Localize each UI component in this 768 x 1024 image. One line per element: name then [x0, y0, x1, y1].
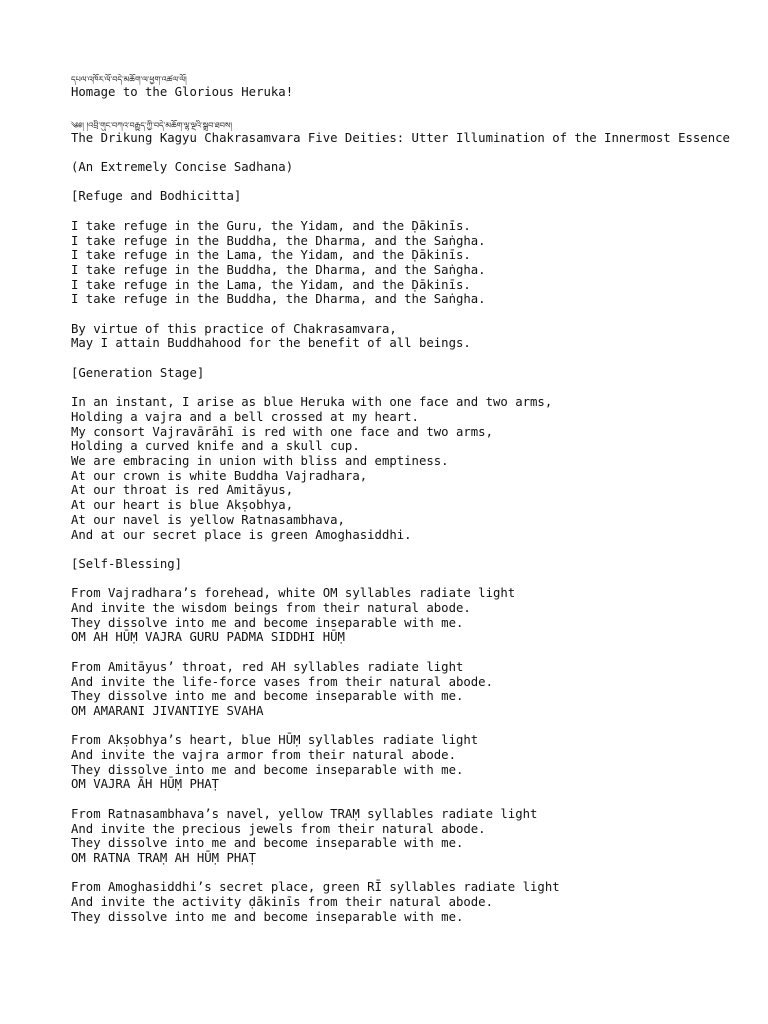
- section-heading: [Self-Blessing]: [71, 556, 183, 571]
- spacer: [71, 175, 731, 190]
- verse-line: And invite the life-force vases from their natural abode.: [71, 674, 493, 689]
- section-heading: [Refuge and Bodhicitta]: [71, 189, 242, 204]
- verse-line: They dissolve into me and become inseparable with me.: [71, 836, 464, 851]
- homage-line: Homage to the Glorious Heruka!: [71, 85, 294, 99]
- spacer: [71, 204, 731, 219]
- verse-line: And at our secret place is green Amoghasiddhi.: [71, 527, 412, 542]
- spacer: [71, 866, 731, 881]
- verse-line: At our crown is white Buddha Vajradhara,: [71, 468, 368, 483]
- verse-paragraph: [71, 395, 731, 542]
- verse-line: OM AMARANI JIVANTIYE SVAHA: [71, 703, 264, 718]
- verse-line: OM RATNA TRAṂ AH HŪṂ PHAṬ: [71, 850, 257, 865]
- verse-line: At our throat is red Amitāyus,: [71, 483, 294, 498]
- spacer: [71, 792, 731, 807]
- verse-line: At our heart is blue Akṣobhya,: [71, 498, 294, 513]
- spacer: [71, 542, 731, 557]
- verse-line: I take refuge in the Lama, the Yidam, and the Ḍākinīs.: [71, 248, 471, 263]
- verse-line: OM VAJRA ĀH HŪṂ PHAṬ: [71, 777, 220, 792]
- verse-line: I take refuge in the Buddha, the Dharma, and the Saṅgha.: [71, 262, 486, 277]
- verse-line: In an instant, I arise as blue Heruka with one face and two arms,: [71, 395, 553, 410]
- verse-line: By virtue of this practice of Chakrasamvara,: [71, 321, 397, 336]
- verse-line: I take refuge in the Buddha, the Dharma, and the Saṅgha.: [71, 233, 486, 248]
- verse-line: And invite the vajra armor from their natural abode.: [71, 748, 456, 763]
- document-title: The Drikung Kagyu Chakrasamvara Five Deities: Utter Illumination of the Innermost Essence: [71, 130, 730, 145]
- verse-line: My consort Vajravārāhī is red with one face and two arms,: [71, 424, 493, 439]
- verse-line: And invite the activity ḍākinīs from their natural abode.: [71, 895, 493, 910]
- verse-line: They dissolve into me and become inseparable with me.: [71, 615, 464, 630]
- verse-line: We are embracing in union with bliss and emptiness.: [71, 454, 449, 469]
- spacer: [71, 100, 731, 120]
- verse-line: And invite the wisdom beings from their natural abode.: [71, 601, 471, 616]
- spacer: [71, 351, 731, 366]
- spacer: [71, 719, 731, 734]
- verse-line: I take refuge in the Lama, the Yidam, and the Ḍākinīs.: [71, 277, 471, 292]
- verse-line: I take refuge in the Guru, the Yidam, and the Ḍākinīs.: [71, 218, 471, 233]
- verse-paragraph: [71, 660, 731, 719]
- verse-line: Holding a curved knife and a skull cup.: [71, 439, 360, 454]
- spacer: [71, 145, 731, 160]
- verse-line: From Vajradhara’s forehead, white OM syllables radiate light: [71, 586, 516, 601]
- verse-paragraph: [71, 219, 731, 307]
- verse-paragraph: [71, 733, 731, 792]
- spacer: [71, 307, 731, 322]
- verse-line: May I attain Buddhahood for the benefit of all beings.: [71, 336, 471, 351]
- verse-line: And invite the precious jewels from their natural abode.: [71, 821, 486, 836]
- section-heading: [Generation Stage]: [71, 365, 205, 380]
- verse-line: They dissolve into me and become inseparable with me.: [71, 762, 464, 777]
- verse-line: From Amoghasiddhi’s secret place, green RĪ syllables radiate light: [71, 880, 560, 895]
- document-subtitle: (An Extremely Concise Sadhana): [71, 160, 294, 175]
- verse-line: At our navel is yellow Ratnasambhava,: [71, 512, 345, 527]
- verse-paragraph: [71, 586, 731, 645]
- sections-container: [71, 189, 731, 924]
- spacer: [71, 572, 731, 587]
- tibetan-title: ༄༅། །འབྲི་གུང་བཀའ་བརྒྱུད་ཀྱི་བདེ་མཆོག་ལྷ་ལྔའི་སྒྲུབ་ཐབས།: [71, 120, 233, 130]
- verse-line: From Akṣobhya’s heart, blue HŪṂ syllables radiate light: [71, 733, 479, 748]
- verse-line: From Amitāyus’ throat, red AH syllables radiate light: [71, 659, 464, 674]
- tibetan-homage: དཔལ་འཁོར་ལོ་བདེ་མཆོག་ལ་ཕྱག་འཚལ་ལོ།: [71, 75, 187, 84]
- verse-line: Holding a vajra and a bell crossed at my heart.: [71, 409, 419, 424]
- spacer: [71, 381, 731, 396]
- verse-line: They dissolve into me and become inseparable with me.: [71, 689, 464, 704]
- verse-line: From Ratnasambhava’s navel, yellow TRAṂ syllables radiate light: [71, 806, 538, 821]
- document-page: [71, 74, 731, 924]
- verse-paragraph: [71, 807, 731, 866]
- verse-line: I take refuge in the Buddha, the Dharma, and the Saṅgha.: [71, 292, 486, 307]
- spacer: [71, 645, 731, 660]
- verse-paragraph: [71, 322, 731, 351]
- verse-line: OM AH HŪṂ VAJRA GURU PADMA SIDDHI HŪṂ: [71, 630, 345, 645]
- verse-line: They dissolve into me and become inseparable with me.: [71, 909, 464, 924]
- verse-paragraph: [71, 880, 731, 924]
